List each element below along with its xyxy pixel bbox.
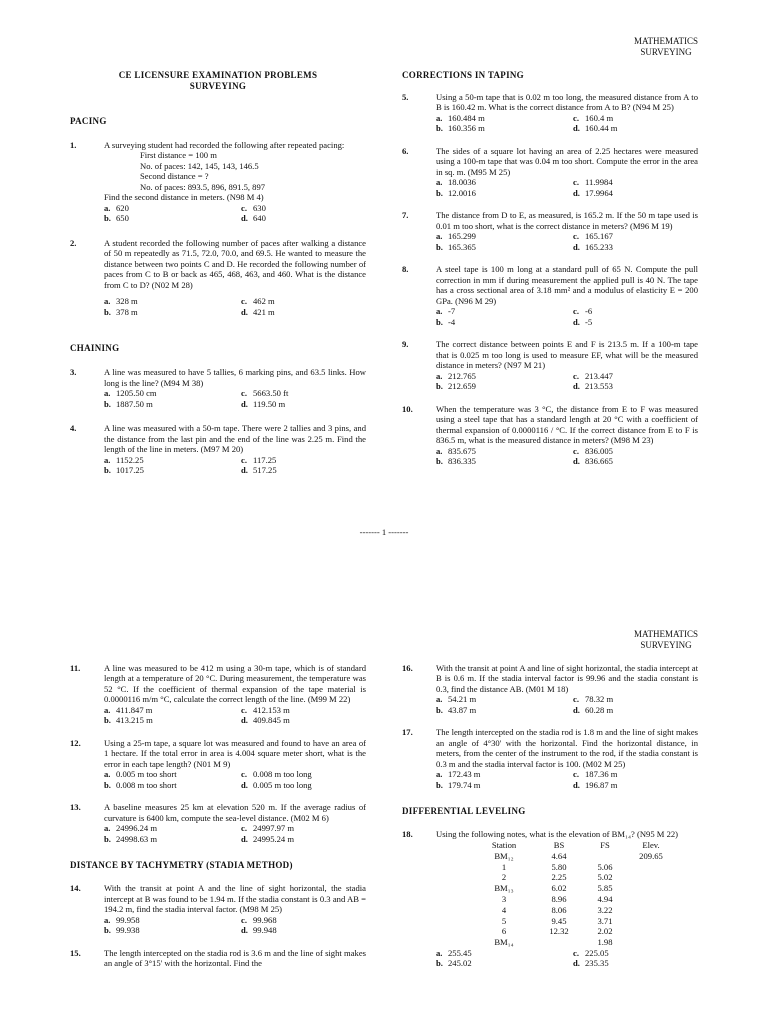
header-subject: MATHEMATICS	[633, 36, 698, 46]
answer-choices	[436, 113, 698, 134]
question-number: 5.	[402, 91, 409, 102]
question-stem: With the transit at point A and line of sight horizontal, the stadia intercept at B is 0.6 m. If the stadia interval factor is 99.96 and the stadia constant is 0.3, find the distance AB. (M01 M 18)	[436, 663, 698, 694]
choice-a: 835.675	[448, 445, 476, 456]
column-header: BS	[553, 839, 565, 850]
choice-letter: d.	[573, 316, 580, 327]
question-stem: A steel tape is 100 m long at a standard pull of 65 N. Compute the pull correction in mm if during measurement the applied pull is 40 N. The tape has a cross sectional area of 3.18 mm² and a modulus of elasticity E = 200 GPa. (N96 M 29)	[436, 264, 698, 306]
leveling-notes-table	[472, 840, 674, 948]
choice-letter: d.	[573, 241, 580, 252]
choice-c: 165.167	[585, 231, 613, 242]
table-row	[472, 915, 674, 926]
table-cell: 8.96	[551, 893, 567, 904]
choice-a: 99.958	[116, 914, 140, 925]
question-number: 1.	[70, 139, 77, 150]
choice-letter: d.	[573, 958, 580, 969]
choice-letter: d.	[573, 456, 580, 467]
table-cell: 5.85	[597, 883, 613, 894]
choice-letter: c.	[241, 454, 247, 465]
choice-letter: a.	[436, 445, 443, 456]
question-stem: A student recorded the following number of paces after walking a distance of 50 m repeatedly as 71.5, 72.0, 70.0, and 69.5. He wanted to measure the distance between two points C and D. He recorded the following number of paces from C to B or back as 465, 468, 463, and 460. What is the distance from C to D? (N02 M 28)	[104, 237, 366, 290]
column-header: Station	[491, 839, 517, 850]
choice-b: 0.008 m too short	[116, 779, 177, 790]
question-15	[70, 948, 366, 969]
choice-letter: b.	[104, 398, 111, 409]
question-number: 12.	[70, 737, 81, 748]
question-stem: The length intercepted on the stadia rod is 1.8 m and the line of sight makes an angle of 4°30' with the horizontal. Find the horizontal distance, in meters, from the center of the instrument to the rod, if the stadia constant is 0.3 m and the stadia interval factor is 100. (M02 M 25)	[436, 727, 698, 769]
choice-letter: c.	[241, 388, 247, 399]
question-16	[402, 663, 698, 715]
choice-letter: a.	[436, 694, 443, 705]
question-stem: Using a 25-m tape, a square lot was measured and found to have an area of 1 hectare. If the total error in area is 4.004 square meter short, what is the error in each tape length? (N01 M 9)	[104, 737, 366, 769]
page-header-2	[634, 629, 698, 651]
choice-letter: d.	[573, 381, 580, 392]
answer-choices	[104, 203, 366, 224]
question-number: 7.	[402, 210, 409, 221]
column-header: Elev.	[642, 839, 660, 850]
table-cell	[628, 861, 674, 872]
answer-choices	[436, 177, 698, 198]
choice-d: 24995.24 m	[253, 833, 295, 844]
choice-letter: d.	[241, 213, 248, 224]
question-9	[402, 339, 698, 391]
document-title	[70, 70, 366, 92]
choice-a: 1205.50 cm	[116, 388, 157, 399]
given-line: First distance = 100 m	[140, 150, 217, 161]
choice-letter: d.	[241, 833, 248, 844]
choice-c: 225.05	[585, 947, 609, 958]
choice-a: 328 m	[116, 296, 138, 307]
answer-choices	[436, 446, 698, 467]
choice-letter: c.	[573, 177, 579, 188]
left-column-page2	[70, 663, 366, 969]
question-5	[402, 92, 698, 134]
choice-letter: d.	[241, 925, 248, 936]
choice-a: 1152.25	[116, 454, 144, 465]
choice-letter: a.	[104, 823, 111, 834]
choice-c: 11.9984	[585, 177, 613, 188]
choice-letter: c.	[241, 769, 247, 780]
question-7	[402, 210, 698, 252]
answer-choices	[436, 694, 698, 715]
choice-letter: c.	[241, 296, 247, 307]
choice-d: 640	[253, 213, 266, 224]
choice-d: 165.233	[585, 241, 613, 252]
choice-b: 1887.50 m	[116, 398, 153, 409]
given-line: Second distance = ?	[140, 171, 209, 182]
choice-c: 836.005	[585, 445, 613, 456]
table-cell: BM₁₂	[494, 850, 514, 861]
question-number: 17.	[402, 727, 413, 738]
right-column-page2	[402, 663, 698, 969]
table-cell: 6	[501, 926, 507, 937]
choice-letter: c.	[241, 704, 247, 715]
header-topic: SURVEYING	[640, 639, 692, 650]
choice-d: 119.50 m	[253, 398, 286, 409]
choice-d: 517.25	[253, 465, 277, 476]
question-number: 13.	[70, 802, 81, 813]
choice-a: 255.45	[448, 947, 472, 958]
choice-c: 24997.97 m	[253, 823, 295, 834]
question-stem: Using the following notes, what is the elevation of BM₁₄? (N95 M 22)	[436, 829, 679, 840]
question-17	[402, 727, 698, 790]
choice-a: 620	[116, 202, 129, 213]
choice-letter: c.	[241, 914, 247, 925]
choice-b: 12.0016	[448, 187, 476, 198]
question-number: 2.	[70, 237, 77, 248]
choice-a: 54.21 m	[448, 694, 477, 705]
section-heading-leveling: DIFFERENTIAL LEVELING	[402, 806, 526, 817]
choice-letter: a.	[436, 769, 443, 780]
choice-letter: b.	[436, 381, 443, 392]
choice-a: 411.847 m	[116, 704, 153, 715]
choice-b: 245.02	[448, 958, 472, 969]
choice-b: 836.335	[448, 456, 476, 467]
answer-choices	[104, 823, 366, 844]
choice-a: 18.0036	[448, 177, 476, 188]
table-header-row	[472, 840, 674, 851]
question-number: 4.	[70, 423, 77, 434]
header-subject: MATHEMATICS	[633, 629, 698, 639]
table-cell: 4.64	[551, 850, 567, 861]
choice-letter: d.	[573, 123, 580, 134]
table-cell: 1	[501, 861, 507, 872]
question-stem: A line was measured with a 50-m tape. There were 2 tallies and 3 pins, and the distance from the last pin and the end of the line was 2.25 m. Find the length of the line in meters. (M97 M 20)	[104, 423, 366, 455]
choice-letter: c.	[573, 947, 579, 958]
question-number: 8.	[402, 264, 409, 275]
answer-choices	[436, 371, 698, 392]
choice-c: 160.4 m	[585, 112, 614, 123]
choice-letter: c.	[573, 445, 579, 456]
table-cell	[628, 937, 674, 948]
choice-letter: c.	[573, 231, 579, 242]
answer-choices	[104, 705, 366, 726]
answer-choices	[436, 306, 698, 327]
choice-b: 99.938	[116, 925, 140, 936]
page-header	[634, 36, 698, 58]
choice-letter: a.	[436, 947, 443, 958]
table-cell: 2.02	[597, 926, 613, 937]
choice-letter: b.	[436, 241, 443, 252]
table-cell	[628, 905, 674, 916]
question-1	[70, 140, 366, 224]
choice-d: 421 m	[253, 306, 275, 317]
answer-choices	[436, 231, 698, 252]
choice-c: 630	[253, 202, 266, 213]
answer-choices	[436, 769, 698, 790]
table-row	[472, 851, 674, 862]
question-number: 11.	[70, 663, 81, 673]
choice-c: 213.447	[585, 370, 613, 381]
answer-choices	[104, 769, 366, 790]
answer-choices	[104, 455, 366, 476]
choice-letter: c.	[573, 769, 579, 780]
question-number: 14.	[70, 883, 81, 894]
table-cell: 5	[501, 915, 507, 926]
choice-b: 43.87 m	[448, 704, 477, 715]
table-cell: 4	[501, 904, 507, 915]
choice-b: 1017.25	[116, 465, 144, 476]
choice-d: 836.665	[585, 456, 613, 467]
table-cell: 3	[501, 893, 507, 904]
question-number: 3.	[70, 367, 77, 378]
table-cell	[628, 872, 674, 883]
choice-d: 160.44 m	[585, 123, 618, 134]
question-stem: A line was measured to be 412 m using a 30-m tape, which is of standard length at a temperature of 20 °C. During measurement, the temperature was 52 °C. If the coefficient of thermal expansion of the tape material is 0.0000116 m/m °C, calculate the correct length of the line. (M99 M 22)	[104, 663, 366, 705]
table-row	[472, 937, 674, 948]
choice-letter: a.	[104, 769, 111, 780]
question-12	[70, 738, 366, 790]
question-tail: Find the second distance in meters. (N98 M 4)	[104, 192, 264, 203]
question-8	[402, 264, 698, 327]
table-row	[472, 883, 674, 894]
choice-c: 117.25	[253, 454, 277, 465]
choice-letter: a.	[104, 296, 111, 307]
choice-a: -7	[448, 306, 456, 317]
left-column-page1	[70, 70, 366, 476]
choice-letter: c.	[573, 694, 579, 705]
choice-letter: b.	[436, 316, 443, 327]
question-3	[70, 367, 366, 409]
table-cell: 2	[501, 872, 507, 883]
table-cell: 5.02	[597, 872, 613, 883]
choice-d: 409.845 m	[253, 715, 290, 726]
choice-c: -6	[585, 306, 593, 317]
question-stem: A baseline measures 25 km at elevation 520 m. If the average radius of curvature is 6400 km, compute the sea-level distance. (M02 M 6)	[104, 802, 366, 823]
question-stem: The distance from D to E, as measured, is 165.2 m. If the 50 m tape used is 0.01 m too short, what is the correct distance in meters? (M96 M 19)	[436, 210, 698, 231]
choice-b: 212.659	[448, 381, 476, 392]
choice-letter: b.	[436, 704, 443, 715]
table-cell: BM₁₄	[494, 937, 514, 948]
choice-letter: b.	[436, 779, 443, 790]
table-cell: 6.02	[551, 883, 567, 894]
choice-letter: a.	[104, 914, 111, 925]
choice-letter: d.	[241, 779, 248, 790]
choice-letter: b.	[436, 456, 443, 467]
section-heading-taping: CORRECTIONS IN TAPING	[402, 70, 524, 80]
choice-letter: a.	[436, 231, 443, 242]
question-number: 15.	[70, 947, 81, 958]
page-number: ------- 1 -------	[359, 527, 409, 537]
section-heading-pacing: PACING	[70, 115, 107, 126]
table-row	[472, 872, 674, 883]
choice-letter: a.	[436, 306, 443, 317]
choice-c: 78.32 m	[585, 694, 614, 705]
table-row	[472, 861, 674, 872]
table-cell: 9.45	[551, 915, 567, 926]
answer-choices	[436, 948, 698, 969]
question-2	[70, 238, 366, 317]
choice-d: 0.005 m too long	[253, 779, 312, 790]
section-heading-chaining: CHAINING	[70, 343, 120, 354]
table-cell: 5.80	[551, 861, 567, 872]
choice-d: 213.553	[585, 381, 613, 392]
answer-choices	[104, 296, 366, 317]
choice-letter: b.	[436, 123, 443, 134]
question-13	[70, 802, 366, 844]
choice-letter: a.	[104, 388, 111, 399]
choice-letter: a.	[104, 704, 111, 715]
table-row	[472, 926, 674, 937]
choice-letter: d.	[241, 398, 248, 409]
question-stem: A surveying student had recorded the following after repeated pacing:	[104, 139, 345, 150]
question-stem: A line was measured to have 5 tallies, 6 marking pins, and 63.5 links. How long is the line? (M94 M 38)	[104, 367, 366, 388]
title-line1: CE LICENSURE EXAMINATION PROBLEMS	[118, 70, 318, 80]
question-number: 16.	[402, 663, 413, 673]
choice-b: 179.74 m	[448, 779, 481, 790]
table-cell: BM₁₃	[494, 883, 514, 894]
question-stem: The length intercepted on the stadia rod is 3.6 m and the line of sight makes an angle of 3°15' with the horizontal. Find the	[104, 947, 366, 969]
choice-a: 24996.24 m	[116, 823, 158, 834]
choice-letter: a.	[104, 202, 111, 213]
table-cell: 3.22	[597, 904, 613, 915]
choice-letter: d.	[241, 715, 248, 726]
table-cell: 8.06	[551, 904, 567, 915]
choice-b: 165.365	[448, 241, 476, 252]
choice-c: 0.008 m too long	[253, 769, 312, 780]
choice-b: 160.356 m	[448, 123, 485, 134]
question-number: 10.	[402, 403, 413, 414]
answer-choices	[104, 915, 366, 936]
choice-a: 212.765	[448, 370, 476, 381]
choice-a: 165.299	[448, 231, 476, 242]
choice-c: 412.153 m	[253, 704, 290, 715]
choice-a: 172.43 m	[448, 769, 481, 780]
question-stem: The sides of a square lot having an area of 2.25 hectares were measured using a 100-m tape that was 0.04 m too short. Compute the error in the area in sq. m. (M95 M 25)	[436, 145, 698, 177]
table-cell	[628, 926, 674, 937]
choice-letter: b.	[104, 465, 111, 476]
choice-letter: b.	[104, 213, 111, 224]
table-row	[472, 894, 674, 905]
choice-d: 99.948	[253, 925, 277, 936]
table-cell: 4.94	[597, 893, 613, 904]
choice-letter: b.	[436, 187, 443, 198]
question-14	[70, 883, 366, 935]
choice-b: -4	[448, 316, 456, 327]
choice-a: 0.005 m too short	[116, 769, 177, 780]
question-number: 18.	[402, 829, 413, 840]
question-6	[402, 146, 698, 198]
question-stem: The correct distance between points E and F is 213.5 m. If a 100-m tape that is 0.025 m too long is used to measure EF, what will be the measured distance in meters? (N97 M 21)	[436, 339, 698, 371]
choice-b: 378 m	[116, 306, 138, 317]
choice-c: 187.36 m	[585, 769, 618, 780]
question-stem: With the transit at point A and the line of sight horizontal, the stadia intercept at B was found to be 1.94 m. If the stadia constant is 0.3 and AB = 194.2 m, find the stadia interval factor. (M98 M 25)	[104, 883, 366, 915]
choice-letter: d.	[573, 187, 580, 198]
choice-letter: b.	[104, 715, 111, 726]
choice-letter: c.	[573, 112, 579, 123]
question-number: 9.	[402, 339, 409, 350]
table-cell: 2.25	[551, 872, 567, 883]
question-stem: When the temperature was 3 °C, the distance from E to F was measured using a steel tape that has a standard length at 20 °C with a coefficient of thermal expansion of 0.0000116 / °C. If the correct distance from E to F is 836.5 m, what is the measured distance in meters? (M98 M 23)	[436, 403, 698, 446]
choice-d: 196.87 m	[585, 779, 618, 790]
answer-choices	[104, 388, 366, 409]
column-header: FS	[600, 839, 610, 850]
choice-letter: b.	[104, 925, 111, 936]
question-18	[402, 829, 698, 968]
table-cell	[628, 915, 674, 926]
header-topic: SURVEYING	[640, 46, 692, 57]
choice-letter: d.	[573, 779, 580, 790]
choice-letter: b.	[104, 779, 111, 790]
title-line2: SURVEYING	[189, 80, 247, 91]
table-cell: 3.71	[597, 915, 613, 926]
choice-c: 462 m	[253, 296, 275, 307]
choice-letter: c.	[573, 306, 579, 317]
choice-letter: b.	[436, 958, 443, 969]
question-number: 6.	[402, 145, 409, 156]
table-cell	[582, 851, 628, 862]
right-column-page1	[402, 70, 698, 467]
given-line: No. of paces: 142, 145, 143, 146.5	[140, 160, 259, 171]
choice-letter: d.	[241, 465, 248, 476]
table-cell	[628, 894, 674, 905]
choice-b: 413.215 m	[116, 715, 153, 726]
choice-d: 17.9964	[585, 187, 613, 198]
choice-d: 235.35	[585, 958, 609, 969]
choice-letter: c.	[573, 370, 579, 381]
question-stem: Using a 50-m tape that is 0.02 m too long, the measured distance from A to B is 160.42 m. What is the correct distance from A to B? (N94 M 25)	[436, 91, 698, 113]
section-heading-stadia: DISTANCE BY TACHYMETRY (STADIA METHOD)	[70, 860, 293, 871]
table-cell: 209.65	[639, 850, 663, 861]
given-line: No. of paces: 893.5, 896, 891.5, 897	[140, 181, 266, 192]
choice-letter: a.	[436, 112, 443, 123]
given-lines	[104, 150, 366, 192]
choice-a: 160.484 m	[448, 112, 485, 123]
question-10	[402, 404, 698, 467]
choice-letter: d.	[241, 306, 248, 317]
table-cell	[536, 937, 582, 948]
choice-b: 650	[116, 213, 129, 224]
table-cell: 12.32	[549, 926, 569, 937]
choice-letter: d.	[573, 704, 580, 715]
choice-b: 24998.63 m	[116, 833, 158, 844]
choice-letter: a.	[436, 177, 443, 188]
choice-letter: c.	[241, 202, 247, 213]
choice-c: 99.968	[253, 914, 277, 925]
choice-letter: b.	[104, 833, 111, 844]
question-11	[70, 663, 366, 726]
table-cell: 1.98	[597, 937, 613, 948]
choice-letter: a.	[104, 454, 111, 465]
choice-letter: a.	[436, 370, 443, 381]
choice-c: 5663.50 ft	[253, 388, 289, 399]
table-row	[472, 905, 674, 916]
table-cell: 5.06	[597, 861, 613, 872]
choice-d: 60.28 m	[585, 704, 614, 715]
table-cell	[628, 883, 674, 894]
choice-letter: c.	[241, 823, 247, 834]
choice-d: -5	[585, 316, 593, 327]
choice-letter: b.	[104, 306, 111, 317]
question-4	[70, 423, 366, 475]
